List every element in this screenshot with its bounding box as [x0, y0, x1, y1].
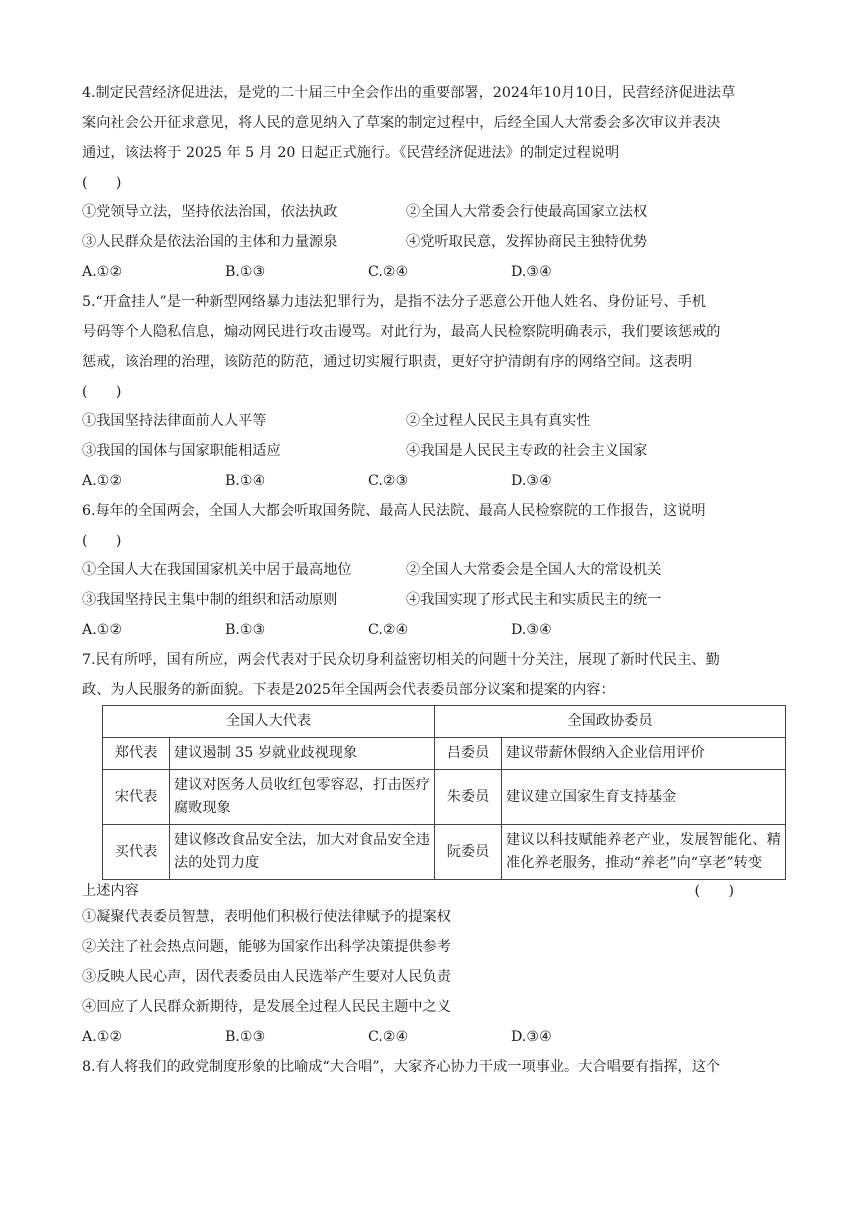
choice-c: C.②④	[368, 622, 409, 638]
member-name: 阮委员	[435, 825, 502, 880]
question-8	[82, 1052, 782, 1082]
deputy-name: 郑代表	[103, 738, 170, 770]
statement-2: ②关注了社会热点问题，能够为国家作出科学决策提供参考	[82, 939, 451, 955]
table-row	[103, 738, 786, 770]
choice-b: B.①③	[225, 264, 266, 280]
statement-2: ②全过程人民民主具有真实性	[406, 413, 591, 429]
answer-parenthesis: ( )	[82, 384, 122, 400]
deputy-proposal: 建议遏制 35 岁就业歧视现象	[170, 738, 435, 770]
table-header-npc: 全国人大代表	[103, 706, 435, 738]
deputy-name: 宋代表	[103, 770, 170, 825]
question-6	[82, 496, 782, 645]
statement-1: ①党领导立法，坚持依法治国，依法执政	[82, 204, 338, 220]
question-7-stem-line: 7.民有所呼，国有所应，两会代表对于民众切身利益密切相关的问题十分关注，展现了新时代民主、勤	[82, 652, 720, 668]
deputy-proposal: 建议对医务人员收红包零容忍，打击医疗腐败现象	[170, 770, 435, 825]
question-7-lead-text: 上述内容	[82, 883, 139, 899]
statement-row	[82, 437, 782, 467]
choice-b: B.①③	[225, 622, 266, 638]
question-5-stem-line: 惩戒，该治理的治理，该防范的防范，通过切实履行职责，更好守护清朗有序的网络空间。这表明	[82, 354, 693, 370]
question-7-lead	[82, 880, 782, 902]
statement-3: ③反映人民心声，因代表委员由人民选举产生要对人民负责	[82, 969, 451, 985]
statement-2: ②全国人大常委会是全国人大的常设机关	[406, 562, 662, 578]
deputy-name: 买代表	[103, 825, 170, 880]
statement-3: ③我国坚持民主集中制的组织和活动原则	[82, 591, 338, 608]
question-5	[82, 287, 782, 496]
statement-row	[82, 586, 782, 616]
choice-b: B.①③	[225, 1029, 266, 1045]
statement-1: ①凝聚代表委员智慧，表明他们积极行使法律赋予的提案权	[82, 909, 451, 925]
table-header-cppcc: 全国政协委员	[435, 706, 786, 738]
statement-1: ①我国坚持法律面前人人平等	[82, 413, 267, 429]
choice-d: D.③④	[511, 473, 552, 489]
statement-2: ②全国人大常委会行使最高国家立法权	[406, 204, 648, 220]
choice-d: D.③④	[511, 264, 552, 280]
proposals-table	[102, 705, 786, 880]
question-4-stem-line: 案向社会公开征求意见，将人民的意见纳入了草案的制定过程中，后经全国人大常委会多次审议并表决	[82, 115, 721, 131]
choice-b: B.①④	[225, 473, 266, 489]
statement-3: ③我国的国体与国家职能相适应	[82, 442, 281, 459]
statement-row	[82, 407, 782, 437]
answer-parenthesis: ( )	[694, 883, 734, 899]
question-4-stem-line: 通过，该法将于 2025 年 5 月 20 日起正式施行。《民营经济促进法》的制定过程说明	[82, 145, 620, 161]
question-4	[82, 78, 782, 287]
table-header-row	[103, 706, 786, 738]
question-5-stem-line: 号码等个人隐私信息，煽动网民进行攻击谩骂。对此行为，最高人民检察院明确表示，我们要该惩戒的	[82, 324, 721, 340]
statement-4: ④党听取民意，发挥协商民主独特优势	[406, 233, 648, 250]
choice-a: A.①②	[82, 622, 123, 638]
statement-1: ①全国人大在我国国家机关中居于最高地位	[82, 562, 352, 578]
member-proposal: 建议建立国家生育支持基金	[502, 770, 786, 825]
choice-c: C.②④	[368, 264, 409, 280]
question-7	[82, 645, 782, 1052]
member-name: 朱委员	[435, 770, 502, 825]
statement-4: ④我国是人民民主专政的社会主义国家	[406, 442, 648, 459]
deputy-proposal: 建议修改食品安全法，加大对食品安全违法的处罚力度	[170, 825, 435, 880]
choice-d: D.③④	[511, 1029, 552, 1045]
answer-parenthesis: ( )	[82, 175, 122, 191]
choice-c: C.②③	[368, 473, 409, 489]
statement-row	[82, 198, 782, 228]
choice-a: A.①②	[82, 473, 123, 489]
question-7-stem-line: 政、为人民服务的新面貌。下表是2025年全国两会代表委员部分议案和提案的内容：	[82, 682, 615, 698]
statement-row	[82, 556, 782, 586]
statement-row	[82, 228, 782, 258]
answer-choices	[82, 466, 782, 496]
table-row	[103, 770, 786, 825]
choice-a: A.①②	[82, 264, 123, 280]
member-proposal: 建议以科技赋能养老产业，发展智能化、精准化养老服务，推动“养老”向“享老”转变	[502, 825, 786, 880]
choice-c: C.②④	[368, 1029, 409, 1045]
question-5-stem-line: 5.“开盒挂人”是一种新型网络暴力违法犯罪行为，是指不法分子恶意公开他人姓名、身份证号、手机	[82, 294, 706, 310]
question-8-stem-line: 8.有人将我们的政党制度形象的比喻成“大合唱”，大家齐心协力干成一项事业。大合唱要有指挥，这个	[82, 1059, 721, 1075]
question-4-stem-line: 4.制定民营经济促进法，是党的二十届三中全会作出的重要部署，2024年10月10日，民营经济促进法草	[82, 85, 736, 101]
answer-choices	[82, 615, 782, 645]
statement-4: ④我国实现了形式民主和实质民主的统一	[406, 591, 662, 608]
table-row	[103, 825, 786, 880]
member-proposal: 建议带薪休假纳入企业信用评价	[502, 738, 786, 770]
exam-page	[82, 78, 782, 1082]
question-6-stem-line: 6.每年的全国两会，全国人大都会听取国务院、最高人民法院、最高人民检察院的工作报告，这说明	[82, 503, 706, 519]
choice-d: D.③④	[511, 622, 552, 638]
choice-a: A.①②	[82, 1029, 123, 1045]
statement-4: ④回应了人民群众新期待，是发展全过程人民民主题中之义	[82, 999, 451, 1015]
statement-3: ③人民群众是依法治国的主体和力量源泉	[82, 233, 338, 250]
member-name: 吕委员	[435, 738, 502, 770]
answer-choices	[82, 1022, 782, 1052]
answer-choices	[82, 257, 782, 287]
answer-parenthesis: ( )	[82, 533, 122, 549]
